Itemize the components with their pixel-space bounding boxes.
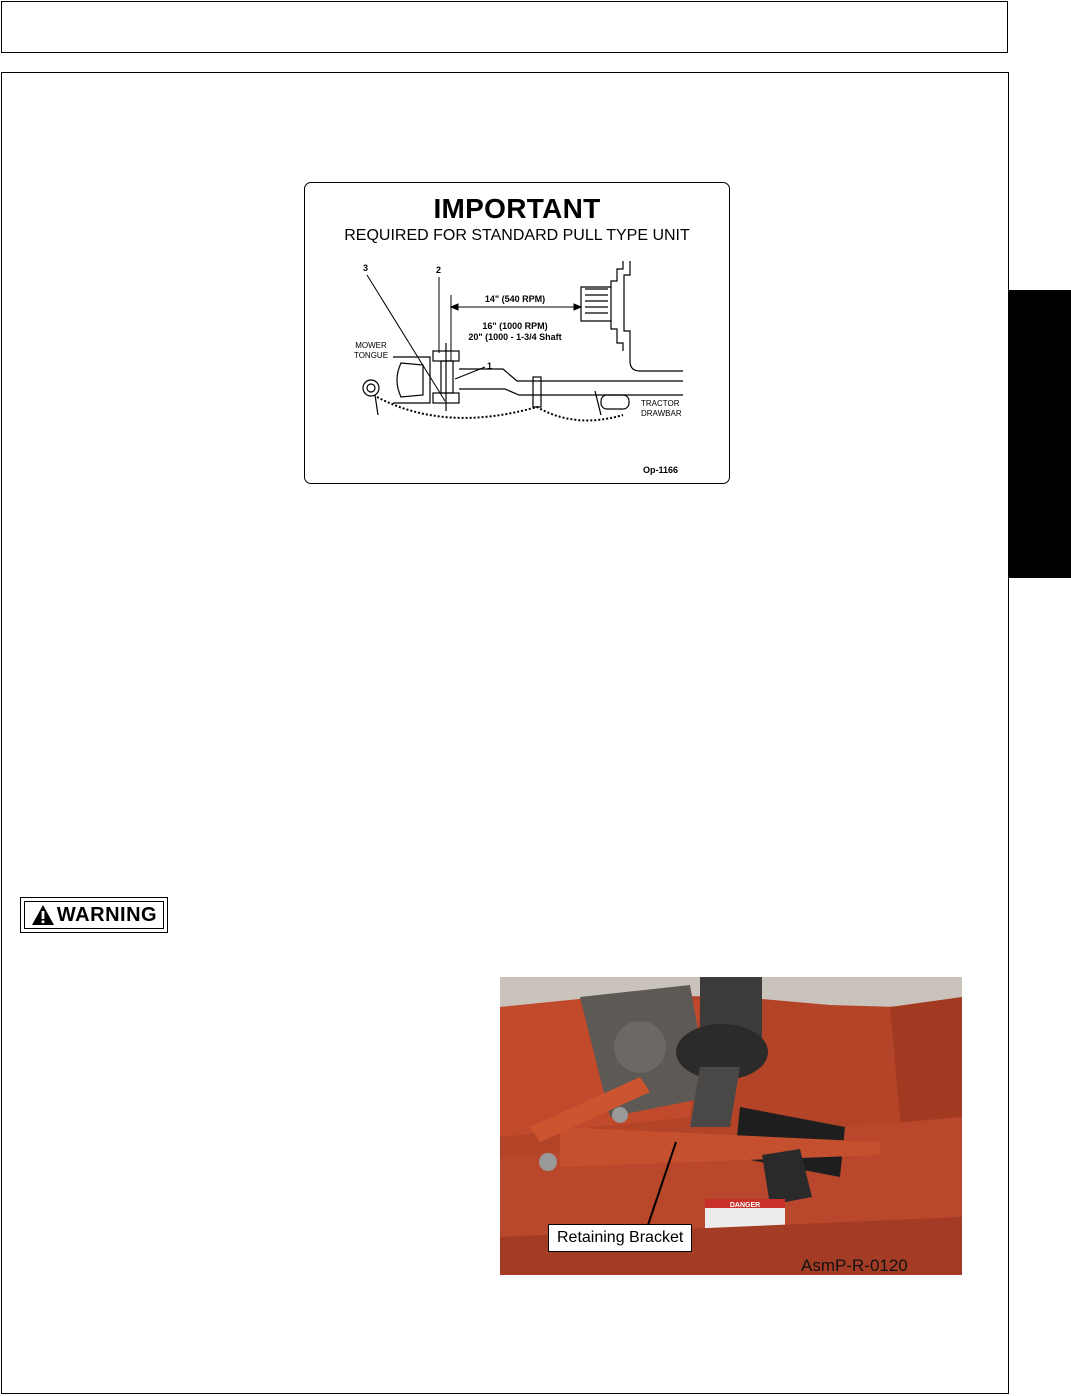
tractor-label-line2: DRAWBAR <box>641 409 682 418</box>
warning-badge <box>20 897 168 933</box>
callout-leaders <box>367 275 485 401</box>
callout-3: 3 <box>363 263 369 273</box>
callout-1: 1 <box>487 361 493 371</box>
alert-triangle-icon <box>31 904 55 926</box>
page-header-box <box>1 1 1008 53</box>
safety-chain <box>377 397 623 420</box>
retaining-bracket-callout: Retaining Bracket <box>548 1224 692 1252</box>
tractor-pto-outline <box>581 261 683 371</box>
mower-label-line1: MOWER <box>355 341 387 350</box>
photo-figure-id: AsmP-R-0120 <box>801 1256 908 1275</box>
important-decal-figure <box>304 182 730 484</box>
decal-subtitle: REQUIRED FOR STANDARD PULL TYPE UNIT <box>344 227 690 244</box>
mower-tongue-drawing <box>363 343 683 415</box>
hitch-diagram <box>305 183 731 485</box>
photo-decal-text: DANGER <box>729 1202 761 1209</box>
warning-label: WARNING <box>56 903 158 926</box>
tractor-label-line1: TRACTOR <box>641 399 680 408</box>
section-side-tab <box>1009 290 1071 578</box>
dim-1000-shaft-label: 20" (1000 - 1-3/4 Shaft <box>468 332 562 342</box>
dim-1000-label: 16" (1000 RPM) <box>482 321 548 331</box>
dim-540-label: 14" (540 RPM) <box>484 294 546 304</box>
decal-title: IMPORTANT <box>433 193 601 224</box>
mower-label-line2: TONGUE <box>353 351 389 360</box>
decal-figure-id: Op-1166 <box>643 465 679 475</box>
callout-2: 2 <box>436 265 442 275</box>
